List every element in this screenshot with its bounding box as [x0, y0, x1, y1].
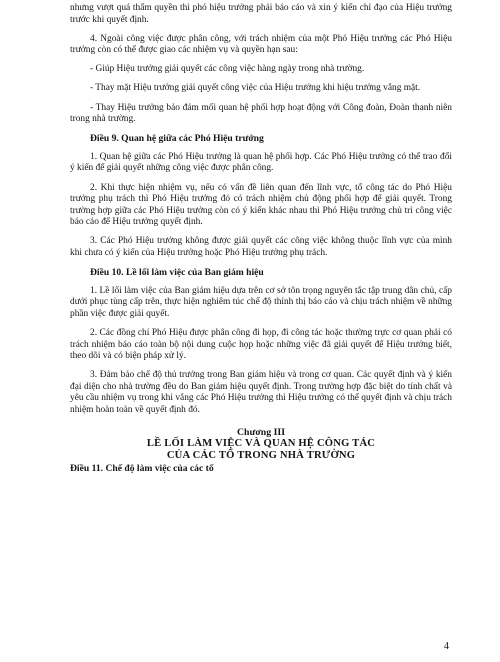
bullet-item: - Thay mặt Hiệu trưởng giải quyết công việc của Hiệu trưởng khi hiệu trưởng vắng mặt.: [90, 83, 421, 94]
chapter-title-line-1: LỀ LỐI LÀM VIỆC VÀ QUAN HỆ CÔNG TÁC: [146, 438, 376, 450]
article-9-paragraph: 1. Quan hệ giữa các Phó Hiệu trưởng là quan hệ phối hợp. Các Phó Hiệu trưởng có thể trao đổi ý kiến để giải quyết những công việc được phân công.: [70, 151, 452, 174]
bullet-item: - Giúp Hiệu trưởng giải quyết các công việc hàng ngày trong nhà trường.: [90, 64, 365, 75]
chapter-number: Chương III: [236, 426, 286, 438]
article-11-heading: Điều 11. Chế độ làm việc của các tổ: [70, 463, 214, 475]
article-9-paragraph: 3. Các Phó Hiệu trưởng không được giải quyết các công việc không thuộc lĩnh vực của mình khi chưa có ý kiến của Hiệu trưởng hoặc Phó Hiệu trưởng phụ trách.: [70, 236, 452, 258]
article-10-paragraph: 3. Đảm bảo chế độ thủ trưởng trong Ban giám hiệu và trong cơ quan. Các quyết định và ý kiến đại diện cho nhà trường đều do Ban giám hiệu quyết định. Trong trường hợp đặc biệt do tính chất và yêu cầu nhiệm vụ trong khi vắng các Phó Hiệu trưởng thì Hiệu trưởng có thể quyết định và chịu trách nhiệm hoàn toàn về quyết định đó.: [70, 370, 452, 416]
document-page: [70, 3, 452, 475]
paragraph-4: 4. Ngoài công việc được phân công, với trách nhiệm của một Phó Hiệu trưởng các Phó Hiệu trưởng còn có thể được giao các nhiệm vụ và quyền hạn sau:: [70, 33, 452, 56]
page-number: 4: [444, 641, 449, 652]
article-10-paragraph: 1. Lề lối làm việc của Ban giám hiệu dựa trên cơ sở tôn trọng nguyên tắc tập trung dân chủ, cấp dưới phục tùng cấp trên, thực hiện nghiêm túc chế độ thỉnh thị báo cáo và chịu trách nhiệm về những phần việc được giải quyết.: [70, 285, 452, 319]
bullet-item: - Thay Hiệu trưởng bảo đảm mối quan hệ phối hợp hoạt động với Công đoàn, Đoàn thanh niên trong nhà trường.: [70, 102, 452, 125]
article-10-heading: Điều 10. Lề lối làm việc của Ban giám hiệu: [90, 267, 264, 279]
article-9-paragraph: 2. Khi thực hiện nhiệm vụ, nếu có vấn đề liên quan đến lĩnh vực, tổ công tác do Phó Hiệu trưởng phụ trách thì Phó Hiệu trưởng đó có trách nhiệm chủ động phối hợp để giải quyết. Trong trường hợp giữa các Phó Hiệu trưởng còn có ý kiến khác nhau thì Phó Hiệu trưởng chủ trì công việc báo cáo để Hiệu trưởng quyết định.: [70, 182, 452, 228]
article-9-heading: Điều 9. Quan hệ giữa các Phó Hiệu trưởng: [90, 133, 264, 145]
article-10-paragraph: 2. Các đồng chí Phó Hiệu được phân công đi họp, đi công tác hoặc thường trực cơ quan phải có trách nhiệm báo cáo toàn bộ nội dung cuộc họp hoặc những việc đã giải quyết để Hiệu trưởng biết, theo dõi và có biện pháp xử lý.: [70, 327, 452, 362]
paragraph-continuation: nhưng vượt quá thẩm quyền thì phó hiệu trưởng phải báo cáo và xin ý kiến chỉ đạo của Hiệu trưởng trước khi quyết định.: [70, 3, 452, 25]
chapter-title-line-2: CỦA CÁC TỔ TRONG NHÀ TRƯỜNG: [166, 450, 356, 462]
